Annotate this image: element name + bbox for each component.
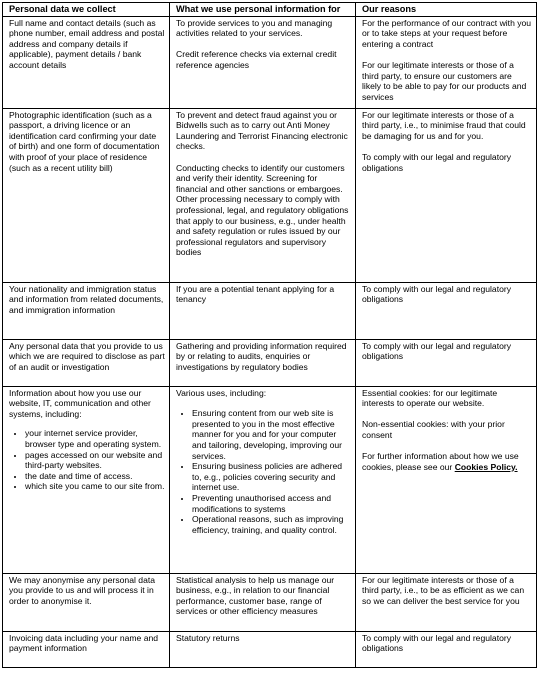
cell-use: To provide services to you and managing activities related to your services. Credit reference checks via external credit reference agencies bbox=[170, 16, 356, 108]
table-row bbox=[3, 386, 537, 573]
cell-use: If you are a potential tenant applying for a tenancy bbox=[170, 282, 356, 339]
cell-use: Statutory returns bbox=[170, 631, 356, 667]
cell-use: Statistical analysis to help us manage our business, e.g., in relation to our financial performance, customer base, range of services or other efficiency measures bbox=[170, 573, 356, 631]
table-row bbox=[3, 16, 537, 108]
list-item: • your internet service provider, browser type and operating system. bbox=[25, 428, 165, 449]
list-item: • Ensuring content from our web site is presented to you in the most effective manner for you and for your computer and tailoring, developing, improving our services. bbox=[192, 408, 351, 461]
list-item: • which site you came to our site from. bbox=[25, 481, 165, 492]
cell-data: Full name and contact details (such as phone number, email address and postal address and company details if applicable), payment details / bank account details bbox=[3, 16, 170, 108]
data-list bbox=[9, 428, 165, 492]
cell-use: Gathering and providing information required by or relating to audits, enquiries or investigations by regulatory bodies bbox=[170, 339, 356, 386]
list-item: • the date and time of access. bbox=[25, 471, 165, 482]
cell-data: Your nationality and immigration status and information from related documents, and immigration information bbox=[3, 282, 170, 339]
cell-reasons: To comply with our legal and regulatory obligations bbox=[356, 282, 537, 339]
cell-reasons: To comply with our legal and regulatory obligations bbox=[356, 631, 537, 667]
cell-use: Various uses, including: • Ensuring content from our web site is presented to you in the most effective manner for you and for your computer and tailoring, developing, improving our services. • Ensuring business policies are adhered to, e.g., policies covering security and internet use. • Preventing unauthorised access and modifications to systems • Operational reasons, such as improving efficiency, training, and quality control. bbox=[170, 386, 356, 573]
table-row bbox=[3, 282, 537, 339]
table-row bbox=[3, 573, 537, 631]
list-item: • Ensuring business policies are adhered to, e.g., policies covering security and internet use. bbox=[192, 461, 351, 493]
column-header-use: What we use personal information for bbox=[170, 3, 356, 17]
table-row bbox=[3, 339, 537, 386]
cell-reasons: Essential cookies: for our legitimate interests to operate our website. Non-essential cookies: with your prior consent For further information about how we use cookies, please see our Cookies Policy. bbox=[356, 386, 537, 573]
table-row bbox=[3, 631, 537, 667]
list-item: • Preventing unauthorised access and modifications to systems bbox=[192, 493, 351, 514]
table-row bbox=[3, 108, 537, 282]
cell-reasons: For the performance of our contract with you or to take steps at your request before entering a contract For our legitimate interests or those of a third party, to ensure our customers are likely to be able to pay for our products and services bbox=[356, 16, 537, 108]
cell-data: Invoicing data including your name and payment information bbox=[3, 631, 170, 667]
cell-use: To prevent and detect fraud against you or Bidwells such as to carry out Anti Money Laundering and Terrorist Financing electronic checks. Conducting checks to identify our customers and verify their identity. Screening for financial and other sanctions or embargoes. Other processing necessary to comply with professional, legal, and regulatory obligations that apply to our business, e.g., under health and safety regulation or rules issued by our professional regulators and supervisory bodies bbox=[170, 108, 356, 282]
cell-data: We may anonymise any personal data you provide to us and will process it in order to anonymise it. bbox=[3, 573, 170, 631]
cell-data: Information about how you use our website, IT, communication and other systems, including: • your internet service provider, browser type and operating system. • pages accessed on our website and third-party websites. • the date and time of access. • which site you came to our site from. bbox=[3, 386, 170, 573]
cell-reasons: For our legitimate interests or those of a third party, i.e., to minimise fraud that could be damaging for us and for you. To comply with our legal and regulatory obligations bbox=[356, 108, 537, 282]
list-item: • Operational reasons, such as improving efficiency, training, and quality control. bbox=[192, 514, 351, 535]
cell-data: Photographic identification (such as a passport, a driving licence or an identification card confirming your date of birth) and one form of documentation with proof of your place of residence (such as a recent utility bill) bbox=[3, 108, 170, 282]
list-item: • pages accessed on our website and third-party websites. bbox=[25, 450, 165, 471]
cell-data: Any personal data that you provide to us which we are required to disclose as part of an audit or investigation bbox=[3, 339, 170, 386]
cell-reasons: To comply with our legal and regulatory obligations bbox=[356, 339, 537, 386]
table-header-row bbox=[3, 3, 537, 17]
column-header-reasons: Our reasons bbox=[356, 3, 537, 17]
cell-reasons: For our legitimate interests or those of a third party, i.e., to be as efficient as we can so we can deliver the best service for you bbox=[356, 573, 537, 631]
column-header-data: Personal data we collect bbox=[3, 3, 170, 17]
cookies-policy-link[interactable]: Cookies Policy. bbox=[454, 461, 518, 472]
personal-data-table bbox=[2, 2, 537, 668]
use-list bbox=[176, 408, 351, 535]
